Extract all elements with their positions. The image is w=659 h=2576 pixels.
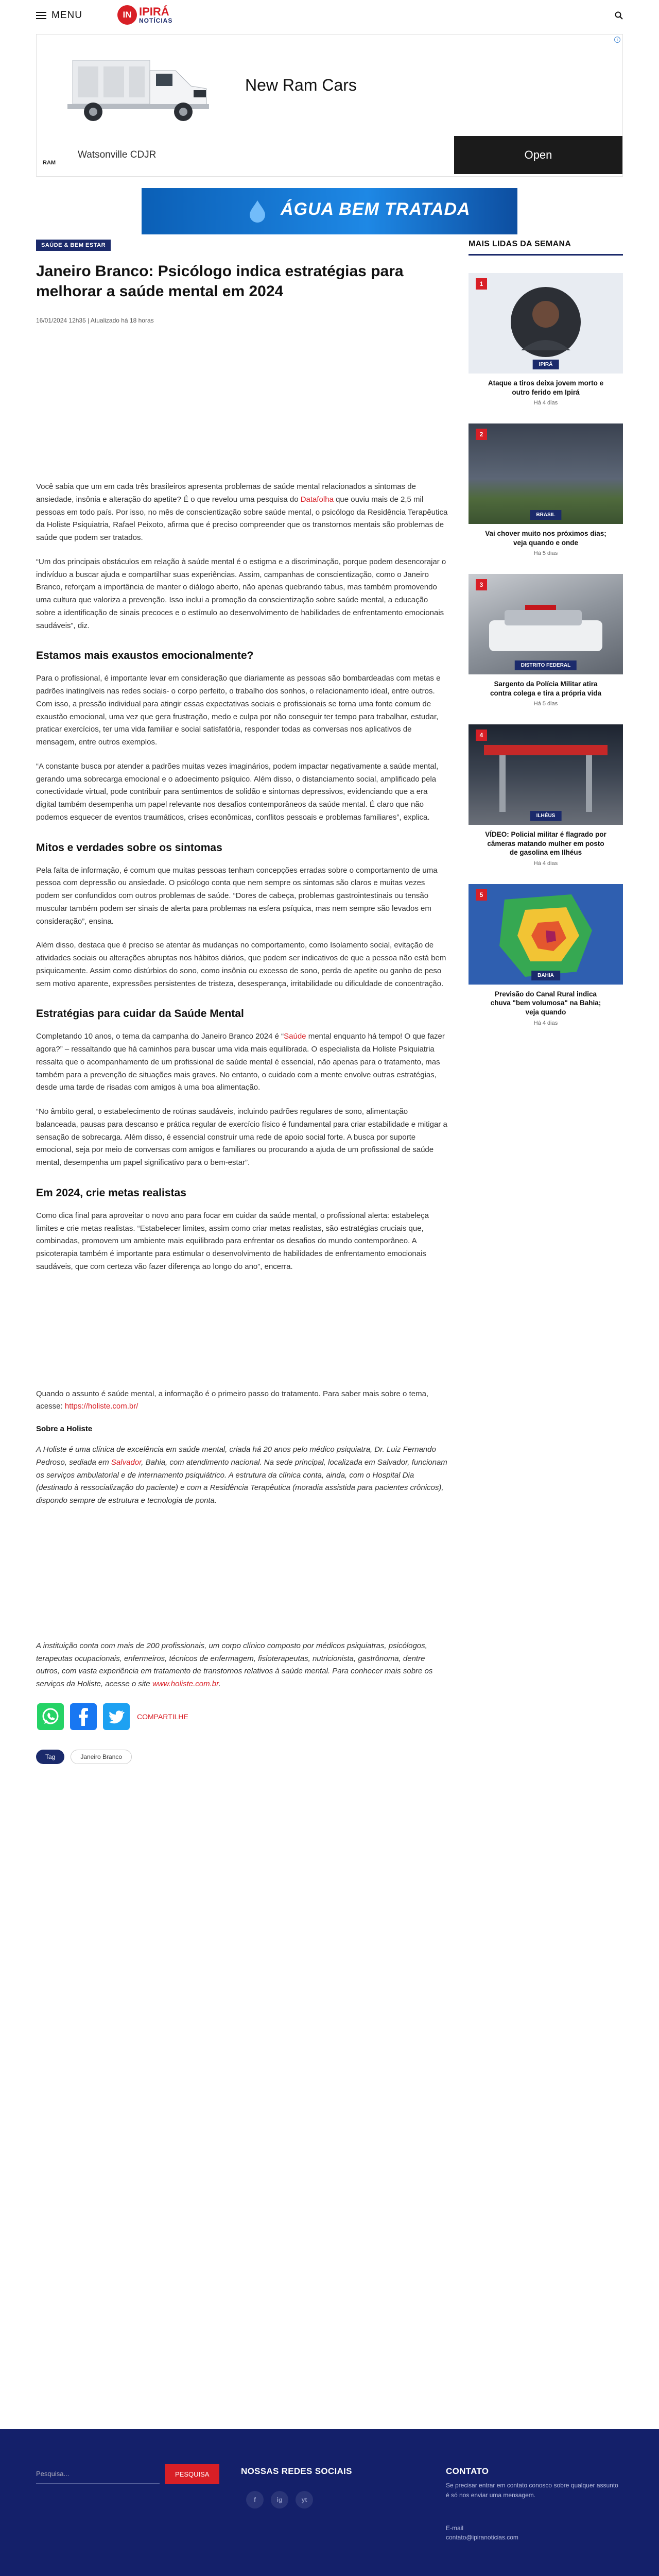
menu-button[interactable] (36, 10, 82, 21)
item-category[interactable]: BRASIL (530, 510, 561, 520)
item-category[interactable]: IPIRÁ (533, 360, 559, 369)
paragraph: “No âmbito geral, o estabelecimento de rotinas saudáveis, incluindo padrões regulares de sono, alimentação balanceada, pausas para descanso e prática regular de exercício físico é fundamental para criar estabilidade e mitigar a sensação de sobrecarga. Além disso, é essencial construir uma rede de apoio social forte. A busca por suporte emocional, seja por meio de conversas com amigos e familiares ou procurando a ajuda de um profissional de saúde mental, desempenha um papel significativo para o bem-estar”. (36, 1107, 447, 1167)
item-time: Há 4 dias (533, 400, 558, 406)
item-headline[interactable]: Previsão do Canal Rural indica chuva "bem volumosa" na Bahia; veja quando (490, 990, 601, 1016)
social-links (246, 2491, 313, 2509)
most-read-item[interactable] (469, 884, 623, 1026)
ad-brand-logo: RAM (43, 160, 56, 166)
paragraph: Como dica final para aproveitar o novo ano para focar em cuidar da saúde mental, o profissional alerta: estabeleça limites e crie metas realistas. “Estabelecer limites, assim como criar metas realistas, são estratégias cruciais que, combinadas, promovem um ambiente mais equilibrado para enfrentar os desafios do mundo contemporâneo. A psicoterapia também é importante para estimular o desenvolvimento de habilidades de enfrentamento emocionais saudáveis, que com certeza vão fazer diferença ao longo do ano”, encerra. (36, 1211, 429, 1271)
paragraph: Completando 10 anos, o tema da campanha do Janeiro Branco 2024 é “Saúde mental enquanto há tempo! O que fazer agora?” – ressaltando que há caminhos para buscar uma vida mais equilibrada. O especialista da Holiste Psiquiatria ressalta que o acompanhamento de um profissional de saúde mental é essencial, não apenas para o tratamento, mas também para a prevenção de situações mais graves. No entanto, o cuidado com a mente envolve outras estratégias, desde uma tarde de risadas com amigos à uma boa alimentação. (36, 1032, 445, 1092)
youtube-icon[interactable]: yt (296, 2491, 313, 2509)
tag-item[interactable]: Janeiro Branco (71, 1750, 132, 1764)
ad-title: New Ram Cars (245, 76, 357, 94)
water-drop-icon (245, 198, 270, 224)
share-label: COMPARTILHE (137, 1712, 188, 1721)
whatsapp-share-button[interactable] (36, 1702, 65, 1731)
section-heading: Estamos mais exaustos emocionalmente? (36, 650, 254, 662)
paragraph: Você sabia que um em cada três brasileiros apresenta problemas de saúde mental relacionados a sintomas de ansiedade, insônia e alteração do apetite? É o que revelou uma pesquisa do Datafolha que ouviu mais de 2,5 mil pessoas em todo país. Por isso, no mês de conscientização sobre saúde mental, o psicólogo da Residência Terapêutica da Holiste Psiquiatria, Rafael Peixoto, afirma que é preciso compreender que os transtornos mentais são problemas de saúde que podem ser tratados. (36, 482, 448, 542)
footer-search-input[interactable] (36, 2464, 160, 2484)
item-category[interactable]: ILHÉUS (530, 811, 562, 821)
footer-search (36, 2464, 219, 2484)
rank-badge: 5 (476, 889, 487, 901)
holiste-link[interactable]: https://holiste.com.br/ (64, 1402, 138, 1411)
item-headline[interactable]: Vai chover muito nos próximos dias; veja quando e onde (485, 530, 606, 547)
hamburger-icon (36, 12, 46, 19)
article-column (36, 240, 448, 1764)
rank-badge: 3 (476, 579, 487, 590)
water-banner-ad[interactable] (142, 188, 517, 234)
item-image (469, 423, 623, 524)
section-heading: Mitos e verdades sobre os sintomas (36, 841, 222, 854)
paragraph: Quando o assunto é saúde mental, a informação é o primeiro passo do tratamento. Para saber mais sobre o tema, acesse: https://holiste.com.br/ (36, 1389, 429, 1411)
ad-open-button[interactable]: Open (454, 136, 622, 174)
item-time: Há 4 dias (533, 860, 558, 867)
salvador-link[interactable]: Salvador (111, 1458, 142, 1467)
saude-link[interactable]: Saúde (284, 1032, 306, 1041)
truck-image (37, 40, 232, 130)
most-read-item[interactable] (469, 574, 623, 707)
paragraph: Para o profissional, é importante levar em consideração que diariamente as pessoas são bombardeadas com metas e padrões inatingíveis nas redes sociais- o corpo perfeito, o trabalho dos sonhos, o relacionamento ideal, entre outros. Com isso, a pressão individual para atingir essas expectativas sociais e profissionais se torna uma fonte comum de exaustão emocional, uma vez que gera frustração, medo e culpa por não conseguir ter tempo para trabalhar, estudar, praticar exercícios, ter uma vida familiar e social satisfatória, responder todas as conversas nos aplicativos de mensagem, entre outros exemplos. (36, 674, 441, 747)
paragraph: A Holiste é uma clínica de excelência em saúde mental, criada há 20 anos pelo médico psiquiatra, Dr. Luiz Fernando Pedroso, sediada em Salvador, Bahia, com atendimento nacional. Na sede principal, localizada em Salvador, funcionam os serviços ambulatorial e de internamento psiquiátrico. A estrutura da clínica conta, ainda, com o Hospital Dia (destinado à ressocialização do paciente) e com a Residência Terapêutica (moradia assistida para pacientes crônicos), dispondo sempre de estrutura e tecnologia de ponta. (36, 1445, 447, 1505)
tag-header: Tag (36, 1750, 64, 1764)
inline-ad-space (36, 1519, 448, 1640)
about-heading: Sobre a Holiste (36, 1425, 93, 1433)
holiste-site-link[interactable]: www.holiste.com.br (152, 1680, 219, 1688)
paragraph: A instituição conta com mais de 200 profissionais, um corpo clínico composto por médicos psiquiatras, psicólogos, terapeutas ocupacionais, enfermeiros, técnicos de enfermagem, fisioterapeutas, nutricionista, gastrônoma, dentre outros, com vasta experiência em tratamento de transtornos relativos à saúde mental. Para conhecer mais sobre os serviços da Holiste, acesse o site www.holiste.com.br. (36, 1641, 433, 1688)
rank-badge: 2 (476, 429, 487, 440)
twitter-share-button[interactable] (102, 1702, 131, 1731)
twitter-icon (103, 1703, 130, 1730)
banner-text: ÁGUA BEM TRATADA (281, 199, 471, 219)
ad-info-icon[interactable]: i (614, 37, 620, 43)
item-category[interactable]: DISTRITO FEDERAL (515, 660, 577, 670)
top-advertisement[interactable] (36, 34, 623, 177)
item-headline[interactable]: Ataque a tiros deixa jovem morto e outro ferido em Ipirá (488, 379, 604, 396)
social-title: NOSSAS REDES SOCIAIS (241, 2466, 352, 2476)
item-time: Há 4 dias (533, 1020, 558, 1026)
rank-badge: 1 (476, 278, 487, 290)
article-meta: 16/01/2024 12h35 | Atualizado há 18 horas (36, 317, 154, 324)
paragraph: “Um dos principais obstáculos em relação à saúde mental é o estigma e a discriminação, porque podem desencorajar o indivíduo a buscar ajuda e compartilhar suas experiências. Assim, campanhas de conscientização, como o Janeiro Branco, reforçam a importância de manter o diálogo aberto, não apenas quebrando tabus, mas também promovendo uma cultura que valoriza a prevenção. Isso inclui a promoção da conscientização sobre saúde mental, a educação sobre a identificação de sinais precoces e o estímulo ao desenvolvimento de habilidades de enfrentamento emocionais saudáveis”, diz. (36, 557, 446, 630)
section-heading: Em 2024, crie metas realistas (36, 1187, 186, 1199)
featured-image-area (36, 331, 448, 481)
rank-badge: 4 (476, 730, 487, 741)
item-category[interactable]: BAHIA (531, 971, 560, 980)
logo-mark: IN (117, 5, 137, 25)
site-footer (0, 2429, 659, 2576)
whatsapp-icon (37, 1703, 64, 1730)
ad-location: Watsonville CDJR (78, 149, 157, 160)
facebook-icon (70, 1703, 97, 1730)
search-icon[interactable] (615, 11, 623, 20)
item-image (469, 273, 623, 374)
category-badge[interactable]: SAÚDE & BEM ESTAR (36, 240, 111, 251)
inline-ad-space (36, 1285, 448, 1388)
item-headline[interactable]: Sargento da Polícia Militar atira contra colega e tira a própria vida (490, 680, 602, 697)
contact-title: CONTATO (446, 2466, 489, 2476)
contact-email[interactable]: contato@ipiranoticias.com (446, 2534, 518, 2541)
most-read-item[interactable] (469, 273, 623, 406)
tag-list (36, 1750, 448, 1764)
paragraph: Pela falta de informação, é comum que muitas pessoas tenham concepções erradas sobre o comportamento de uma pessoa com depressão ou ansiedade. O psicólogo conta que nem sempre os sintomas são claros e muitas vezes podem ser confundidos com outros problemas de saúde. “Dores de cabeça, problemas gastrointestinais ou tensão muscular também podem ser sinais de alerta para problemas na esfera psíquica, mas nem sempre são levados em consideração”, ensina. (36, 866, 438, 926)
site-header (0, 0, 659, 31)
sidebar (469, 240, 623, 1026)
item-image (469, 574, 623, 674)
share-bar (36, 1702, 448, 1731)
logo-line1: IPIRÁ (139, 5, 169, 18)
paragraph: “A constante busca por atender a padrões muitas vezes imaginários, podem impactar negativamente a saúde mental, gerando uma sobrecarga emocional e o adoecimento psíquico. Além disso, o distanciamento social, amplificado pela conectividade virtual, pode contribuir para sentimentos de solidão e sintomas depressivos, evidenciando que a era digital também desempenha um papel relevante nos desafios contemporâneos da saúde mental. É claro que não podemos esquecer de eventos traumáticos, crises econômicas, conflitos pessoais e problemas familiares”, explica. (36, 761, 439, 822)
email-label: E-mail (446, 2524, 464, 2532)
item-image (469, 884, 623, 985)
item-headline[interactable]: VÍDEO: Policial militar é flagrado por câmeras matando mulher em posto de gasolina em Ilhéus (485, 831, 606, 857)
contact-text: Se precisar entrar em contato conosco sobre qualquer assunto é só nos enviar uma mensagem. (446, 2482, 618, 2499)
most-read-item[interactable] (469, 724, 623, 867)
footer-search-button[interactable]: PESQUISA (165, 2464, 219, 2484)
paragraph: Além disso, destaca que é preciso se atentar às mudanças no comportamento, como Isolamento social, evitação de atividades sociais ou alterações abruptas nos hábitos diários, que podem ser indicativos de que a pessoa não está bem psiquicamente. Assim como distúrbios do sono, como insônia ou excesso de sono, perda de apetite ou ganho de peso sem motivo aparente, expressões persistentes de tristeza, desesperança, irritabilidade ou dificuldade de concentração. (36, 941, 446, 988)
item-image (469, 724, 623, 825)
item-time: Há 5 dias (533, 701, 558, 707)
item-time: Há 5 dias (533, 550, 558, 557)
section-heading: Estratégias para cuidar da Saúde Mental (36, 1008, 244, 1020)
menu-label: MENU (51, 10, 82, 21)
article-title: Janeiro Branco: Psicólogo indica estratégias para melhorar a saúde mental em 2024 (36, 263, 404, 300)
facebook-icon[interactable]: f (246, 2491, 264, 2509)
article-body (36, 481, 448, 1691)
instagram-icon[interactable]: ig (271, 2491, 288, 2509)
facebook-share-button[interactable] (69, 1702, 98, 1731)
site-logo[interactable] (117, 5, 172, 25)
most-read-item[interactable] (469, 423, 623, 556)
sidebar-title: MAIS LIDAS DA SEMANA (469, 240, 623, 256)
logo-line2: NOTÍCIAS (139, 17, 173, 24)
datafolha-link[interactable]: Datafolha (300, 495, 334, 504)
